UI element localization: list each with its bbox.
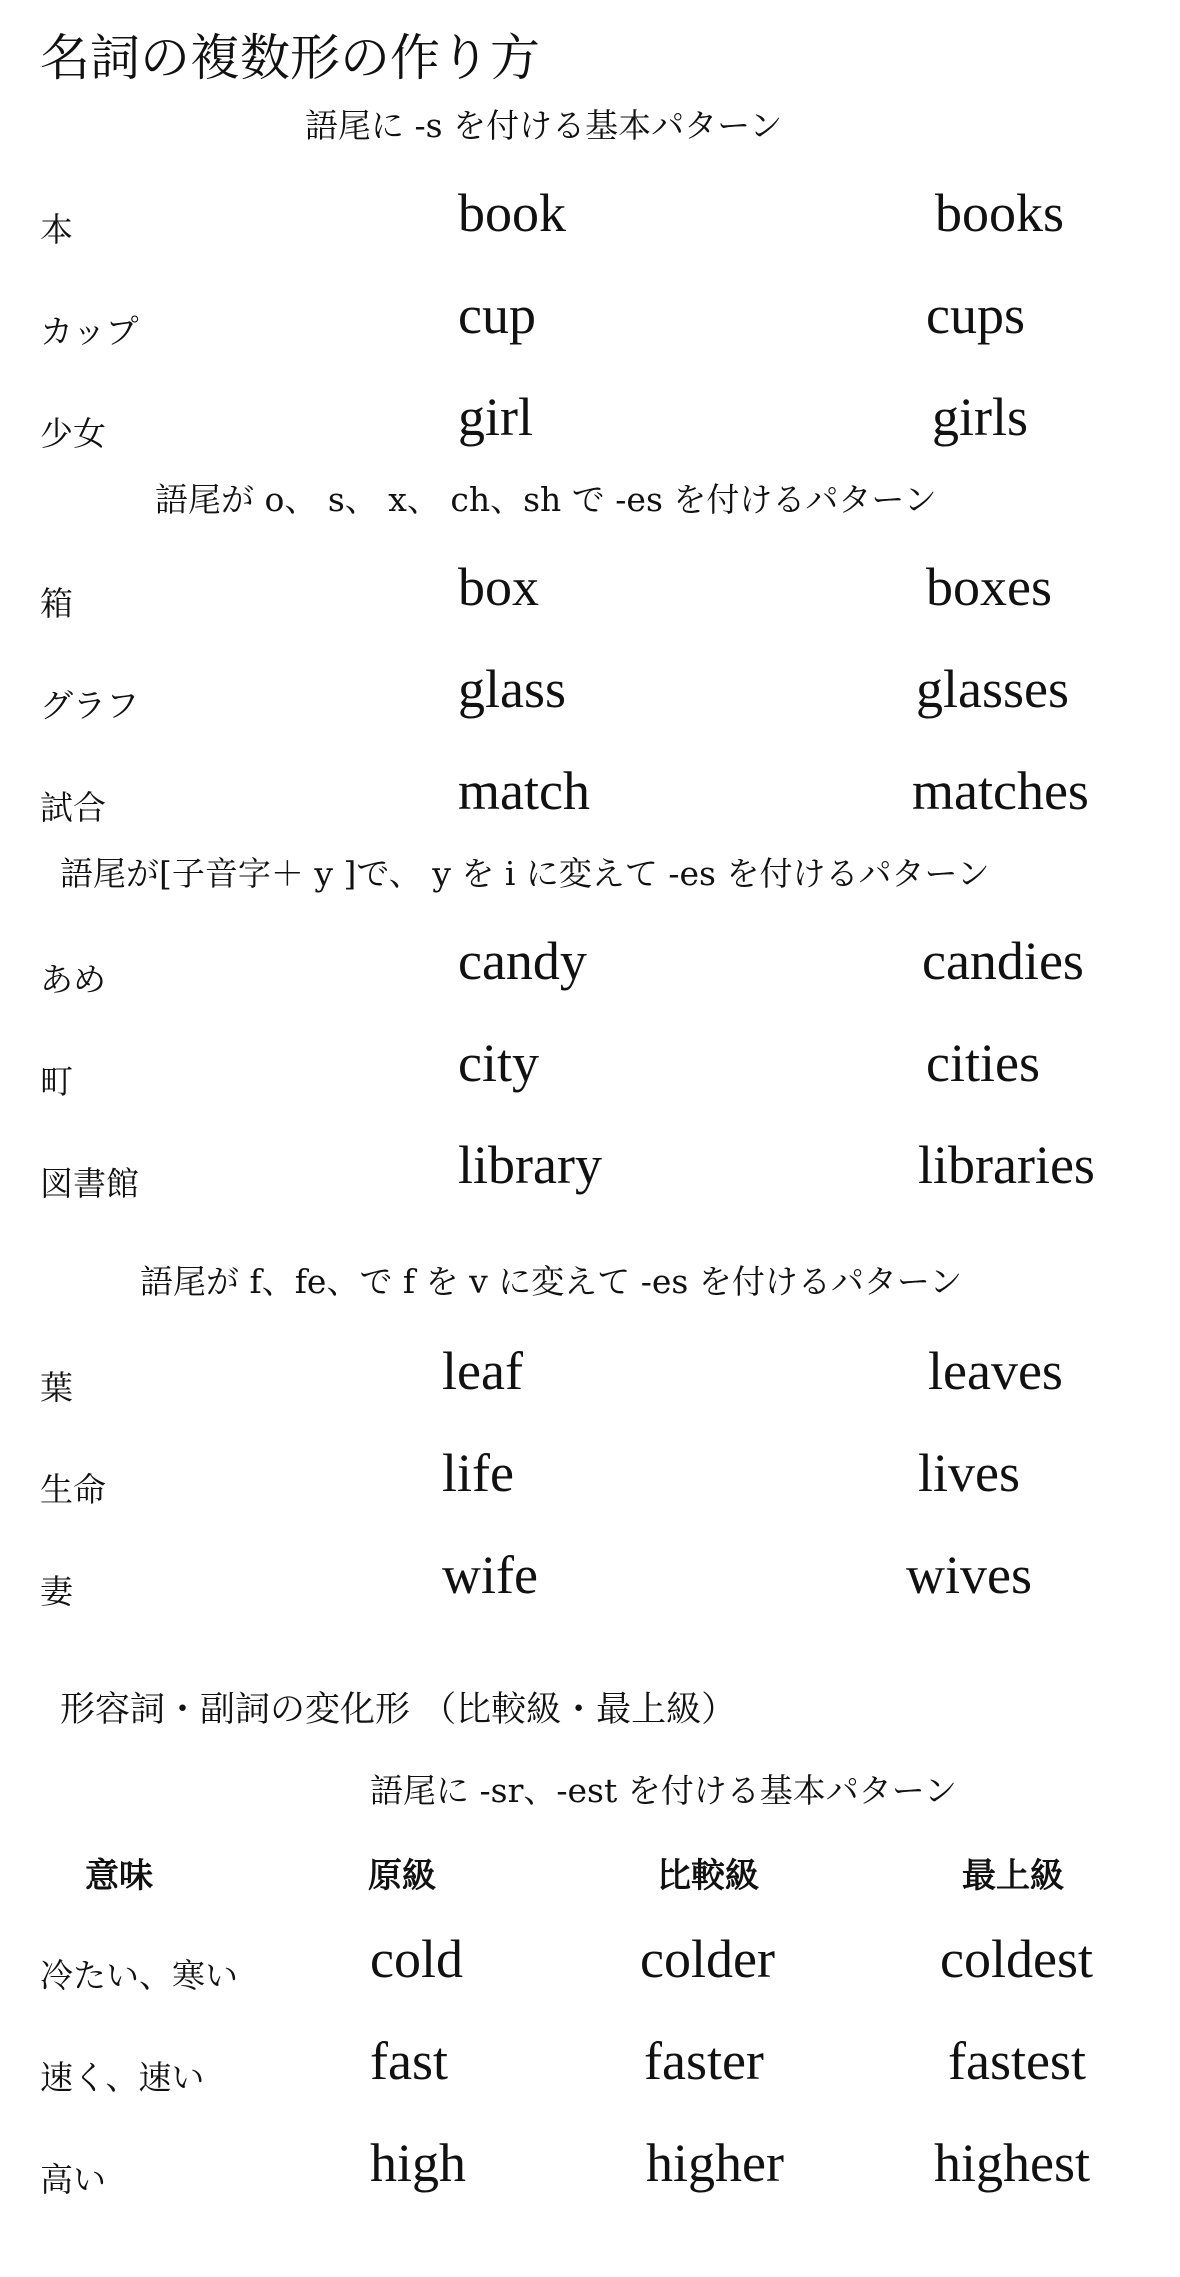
comparative-form: faster [644, 2031, 764, 2091]
meaning-text: 妻 [40, 1572, 73, 1611]
plural-word: wives [906, 1545, 1032, 1605]
meaning-text: 町 [40, 1062, 73, 1101]
adjective-section-heading: 語尾に -sr、-est を付ける基本パターン [370, 1771, 958, 1810]
singular-word: book [458, 183, 566, 243]
meaning-text: 高い [40, 2160, 106, 2199]
singular-word: glass [458, 659, 566, 719]
superlative-form: highest [934, 2133, 1090, 2193]
plural-word: boxes [926, 557, 1052, 617]
meaning-text: 箱 [40, 584, 73, 623]
section-heading-s: 語尾に -s を付ける基本パターン [305, 106, 783, 145]
comparative-form: higher [646, 2133, 784, 2193]
plural-word: cities [926, 1033, 1040, 1093]
plural-word: lives [918, 1443, 1020, 1503]
meaning-text: 冷たい、寒い [40, 1956, 238, 1995]
singular-word: life [442, 1443, 514, 1503]
meaning-text: 生命 [40, 1470, 106, 1509]
meaning-text: 葉 [40, 1368, 73, 1407]
base-form: high [370, 2133, 467, 2193]
singular-word: wife [442, 1545, 538, 1605]
singular-word: cup [458, 285, 536, 345]
superlative-form: fastest [948, 2031, 1086, 2091]
adjective-section-title: 形容詞・副詞の変化形 （比較級・最上級） [60, 1690, 737, 1730]
meaning-text: あめ [40, 960, 106, 999]
plural-word: matches [912, 761, 1089, 821]
singular-word: box [458, 557, 539, 617]
plural-word: books [935, 183, 1065, 243]
meaning-text: 本 [40, 210, 73, 249]
meaning-text: 速く、速い [40, 2058, 205, 2097]
plural-word: girls [932, 387, 1029, 447]
plural-word: cups [926, 285, 1025, 345]
section-heading-es: 語尾が o、 s、 x、 ch、sh で -es を付けるパターン [155, 480, 937, 519]
superlative-form: coldest [940, 1929, 1093, 1989]
column-header-meaning: 意味 [85, 1856, 153, 1896]
plural-word: leaves [928, 1341, 1063, 1401]
base-form: fast [370, 2031, 448, 2091]
column-header-comparative: 比較級 [657, 1856, 759, 1896]
meaning-text: グラフ [40, 686, 139, 725]
plural-word: libraries [918, 1135, 1095, 1195]
section-heading-f: 語尾が f、fe、で f を v に変えて -es を付けるパターン [140, 1262, 963, 1301]
meaning-text: カップ [40, 312, 139, 351]
singular-word: match [458, 761, 590, 821]
meaning-text: 少女 [40, 414, 106, 453]
comparative-form: colder [640, 1929, 775, 1989]
base-form: cold [370, 1929, 463, 1989]
meaning-text: 試合 [40, 788, 106, 827]
section-heading-y: 語尾が[子音字＋ y ]で、 y を i に変えて -es を付けるパターン [60, 854, 990, 893]
singular-word: leaf [442, 1341, 523, 1401]
column-header-base: 原級 [368, 1856, 436, 1896]
page-title: 名詞の複数形の作り方 [40, 29, 540, 87]
singular-word: girl [458, 387, 533, 447]
meaning-text: 図書館 [40, 1164, 139, 1203]
plural-word: candies [922, 931, 1084, 991]
singular-word: city [458, 1033, 539, 1093]
column-header-superlative: 最上級 [962, 1856, 1064, 1896]
singular-word: candy [458, 931, 587, 991]
plural-word: glasses [916, 659, 1069, 719]
singular-word: library [458, 1135, 602, 1195]
